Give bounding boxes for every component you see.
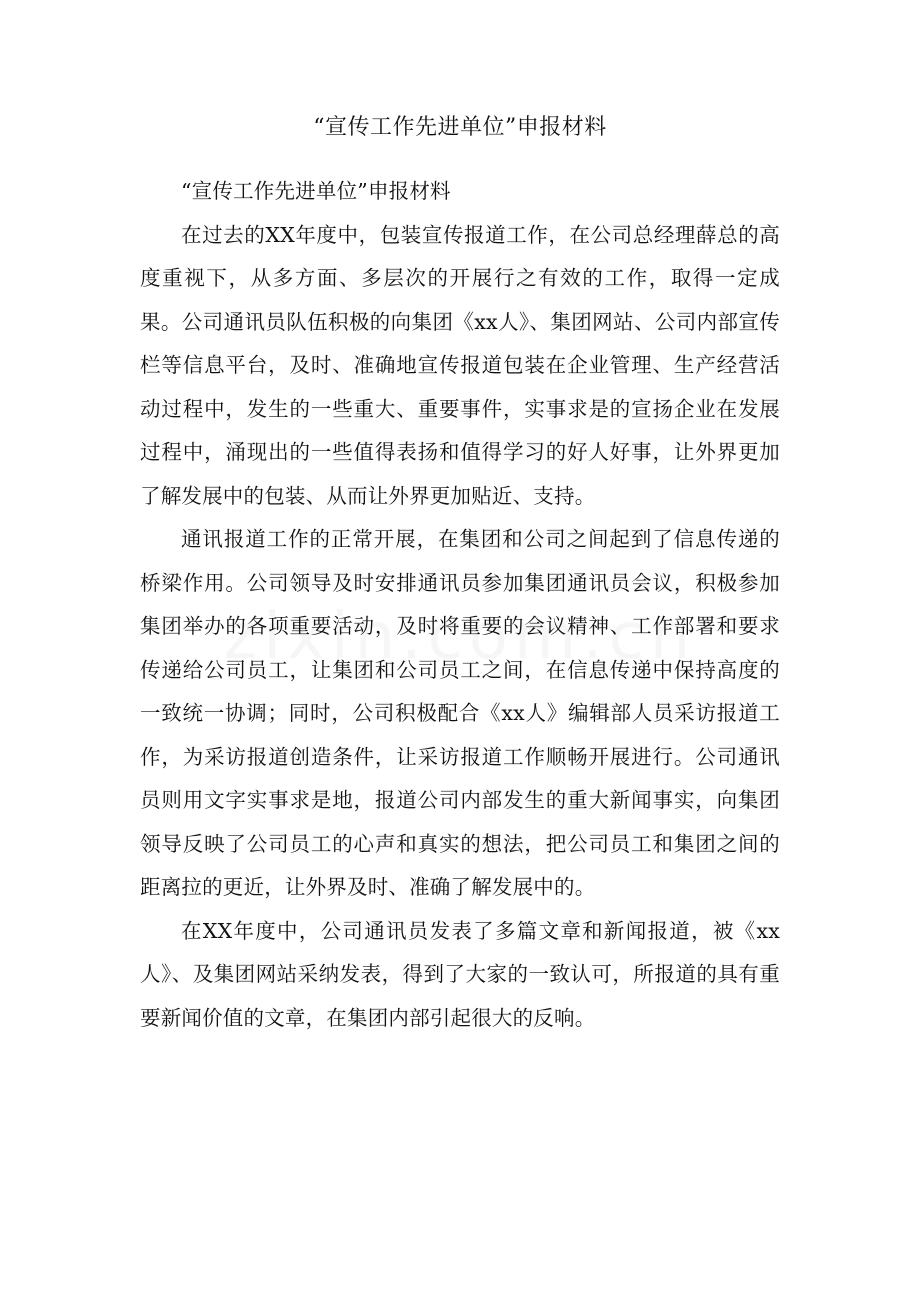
document-body	[140, 170, 780, 1040]
paragraph: 在XX年度中，公司通讯员发表了多篇文章和新闻报道，被《xx人》、及集团网站采纳发表，得到了大家的一致认可，所报道的具有重要新闻价值的文章，在集团内部引起很大的反响。	[140, 918, 781, 1030]
paragraph: 通讯报道工作的正常开展，在集团和公司之间起到了信息传递的桥梁作用。公司领导及时安排通讯员参加集团通讯员会议，积极参加集团举办的各项重要活动，及时将重要的会议精神、工作部署和要求传递给公司员工，让集团和公司员工之间，在信息传递中保持高度的一致统一协调；同时，公司积极配合《xx人》编辑部人员采访报道工作，为采访报道创造条件，让采访报道工作顺畅开展进行。公司通讯员则用文字实事求是地，报道公司内部发生的重大新闻事实，向集团领导反映了公司员工的心声和真实的想法，把公司员工和集团之间的距离拉的更近，让外界及时、准确了解发展中的。	[140, 527, 780, 899]
document-subtitle: “宣传工作先进单位”申报材料	[181, 179, 451, 203]
paragraph: 在过去的XX年度中，包装宣传报道工作，在公司总经理薛总的高度重视下，从多方面、多层次的开展行之有效的工作，取得一定成果。公司通讯员队伍积极的向集团《xx人》、集团网站、公司内部宣传栏等信息平台，及时、准确地宣传报道包装在企业管理、生产经营活动过程中，发生的一些重大、重要事件，实事求是的宣扬企业在发展过程中，涌现出的一些值得表扬和值得学习的好人好事，让外界更加了解发展中的包装、从而让外界更加贴近、支持。	[140, 222, 780, 508]
page-title: “宣传工作先进单位”申报材料	[313, 115, 607, 140]
